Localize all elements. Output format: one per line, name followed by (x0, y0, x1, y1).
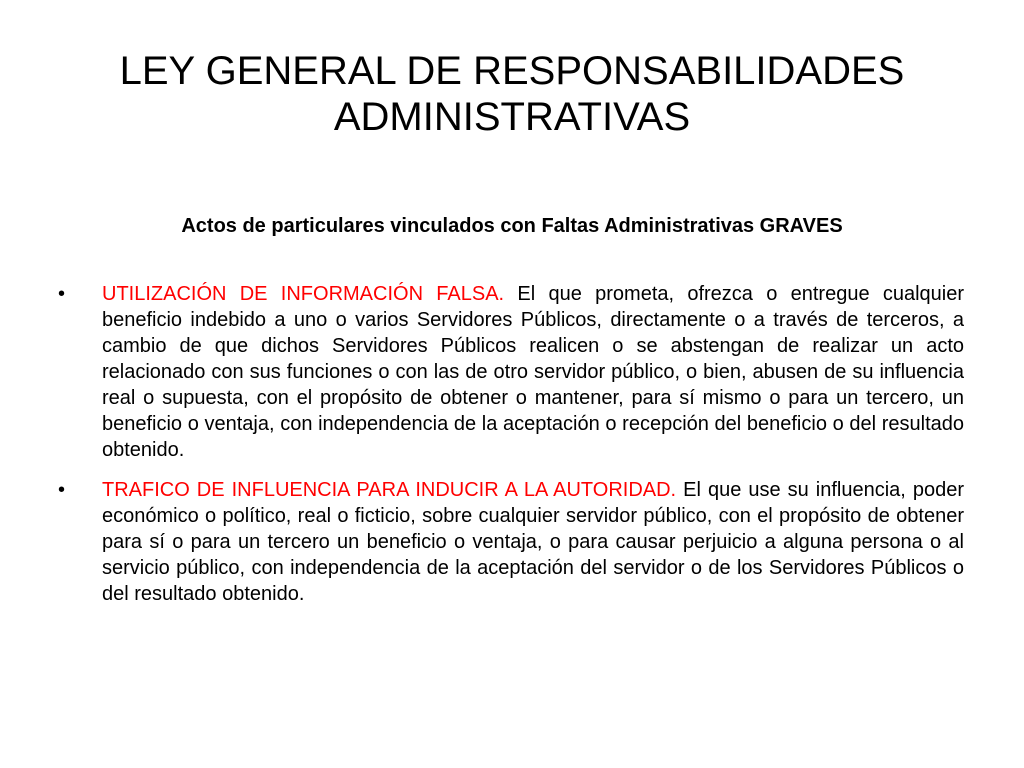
slide-title-line-1: LEY GENERAL DE RESPONSABILIDADES (119, 49, 905, 93)
bullet-item-2-heading: TRAFICO DE INFLUENCIA PARA INDUCIR A LA AUTORIDAD. (102, 479, 677, 501)
bullet-item-1-heading: UTILIZACIÓN DE INFORMACIÓN FALSA. (102, 283, 505, 305)
slide-title (60, 48, 964, 140)
bullet-icon: • (58, 479, 66, 501)
slide-title-line-2: ADMINISTRATIVAS (333, 95, 691, 139)
bullet-item-1-text: El que prometa, ofrezca o entregue cualquier beneficio indebido a uno o varios Servidores Públicos, directamente o a través de terceros, a cambio de que dichos Servidores Públicos realicen o se abstengan de realizar un acto relacionado con sus funciones o con las de otro servidor público, o bien, abusen de su influencia real o supuesta, con el propósito de obtener o mantener, para sí mismo o para un tercero, un beneficio o ventaja, con independencia de la aceptación o recepción del beneficio o del resultado obtenido. (102, 283, 965, 461)
bullet-item-2-text: El que use su influencia, poder económico o político, real o ficticio, sobre cualquier servidor público, con el propósito de obtener para sí o para un tercero un beneficio o ventaja, o para causar perjuicio a alguna persona o al servicio público, con independencia de la aceptación del servidor o de los Servidores Públicos o del resultado obtenido. (102, 479, 964, 605)
bullet-item-1 (58, 281, 964, 463)
bullet-icon: • (58, 283, 66, 305)
bullet-list (58, 281, 964, 617)
slide-subtitle: Actos de particulares vinculados con Faltas Administrativas GRAVES (181, 215, 843, 237)
bullet-item-2 (58, 477, 964, 607)
